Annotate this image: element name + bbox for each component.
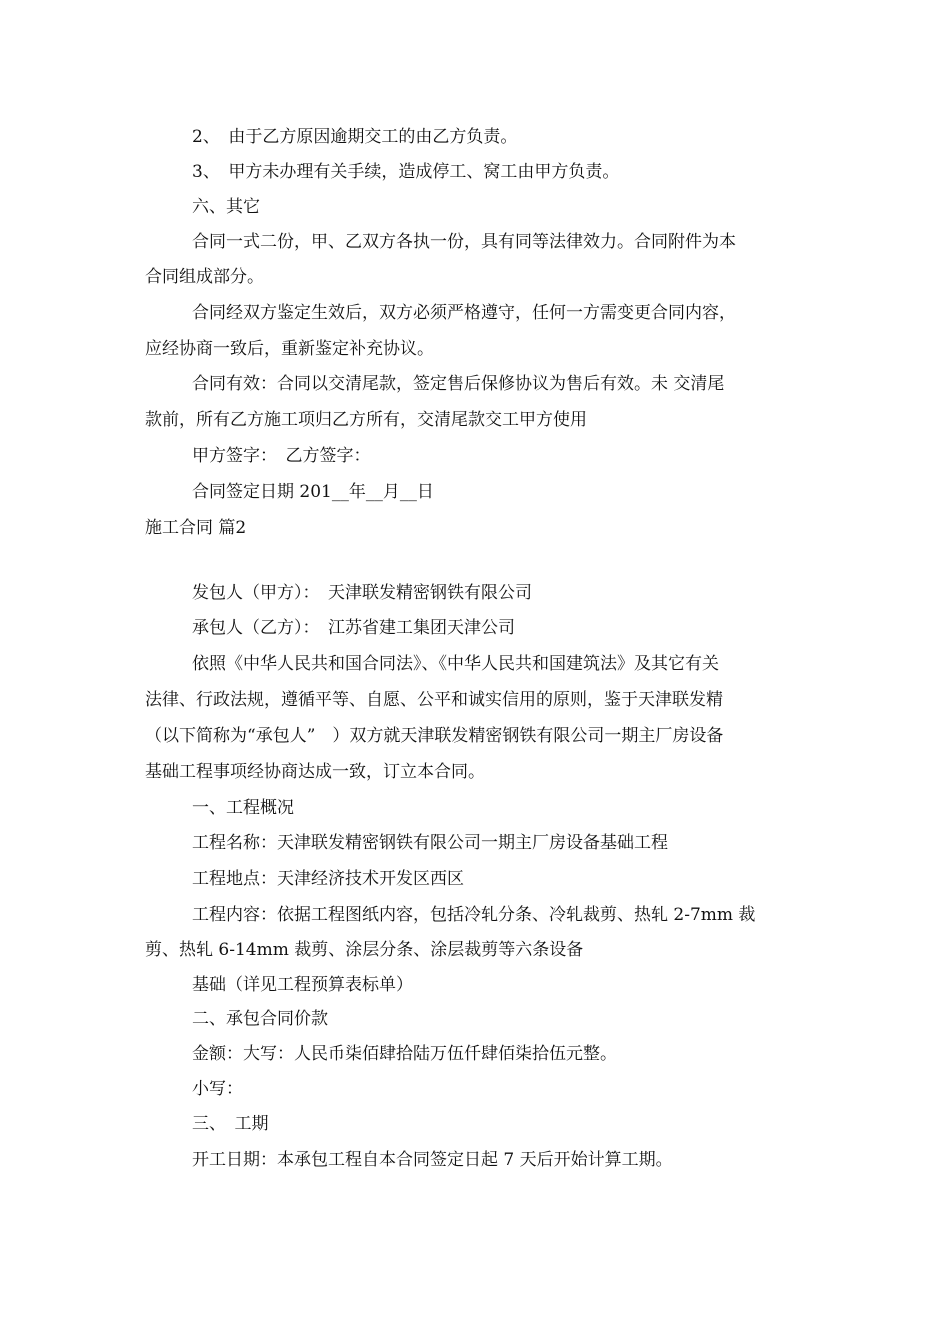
paragraph-line: 合同经双方鉴定生效后，双方必须严格遵守，任何一方需变更合同内容，	[192, 303, 736, 323]
paragraph-line: 金额：大写：人民币柒佰肆拾陆万伍仟肆佰柒拾伍元整。	[192, 1044, 617, 1064]
section-heading: 三、 工期	[192, 1114, 269, 1134]
paragraph-line: （以下简称为“承包人” ）双方就天津联发精密钢铁有限公司一期主厂房设备	[145, 726, 724, 746]
paragraph-line: 工程地点：天津经济技术开发区西区	[192, 869, 464, 889]
section-heading: 一、工程概况	[192, 798, 294, 818]
paragraph-line: 款前，所有乙方施工项归乙方所有，交清尾款交工甲方使用	[145, 410, 587, 430]
paragraph-line: 剪、热轧 6-14mm 裁剪、涂层分条、涂层裁剪等六条设备	[145, 940, 584, 960]
paragraph-line: 应经协商一致后，重新鉴定补充协议。	[145, 339, 434, 359]
section-heading: 六、其它	[192, 197, 260, 217]
clause-line: 2、 由于乙方原因逾期交工的由乙方负责。	[192, 127, 518, 147]
date-line: 合同签定日期 201__年__月__日	[192, 482, 434, 502]
section-heading: 二、承包合同价款	[192, 1009, 328, 1029]
document-title: 施工合同 篇2	[145, 518, 247, 538]
paragraph-line: 合同有效：合同以交清尾款，签定售后保修协议为售后有效。未 交清尾	[192, 374, 725, 394]
paragraph-line: 依照《中华人民共和国合同法》、《中华人民共和国建筑法》及其它有关	[192, 654, 719, 674]
paragraph-line: 小写：	[192, 1079, 243, 1099]
paragraph-line: 法律、行政法规，遵循平等、自愿、公平和诚实信用的原则，鉴于天津联发精	[145, 690, 723, 710]
paragraph-line: 开工日期：本承包工程自本合同签定日起 7 天后开始计算工期。	[192, 1150, 673, 1170]
paragraph-line: 基础（详见工程预算表标单）	[192, 975, 413, 995]
paragraph-line: 合同一式二份，甲、乙双方各执一份，具有同等法律效力。合同附件为本	[192, 232, 736, 252]
signature-line: 甲方签字： 乙方签字：	[192, 446, 371, 466]
paragraph-line: 工程内容：依据工程图纸内容，包括冷轧分条、冷轧裁剪、热轧 2-7mm 裁	[192, 905, 756, 925]
party-line: 发包人（甲方）： 天津联发精密钢铁有限公司	[192, 583, 532, 603]
paragraph-line: 基础工程事项经协商达成一致，订立本合同。	[145, 762, 485, 782]
party-line: 承包人（乙方）： 江苏省建工集团天津公司	[192, 618, 515, 638]
paragraph-line: 合同组成部分。	[145, 267, 264, 287]
clause-line: 3、 甲方未办理有关手续，造成停工、窝工由甲方负责。	[192, 162, 620, 182]
paragraph-line: 工程名称：天津联发精密钢铁有限公司一期主厂房设备基础工程	[192, 833, 668, 853]
